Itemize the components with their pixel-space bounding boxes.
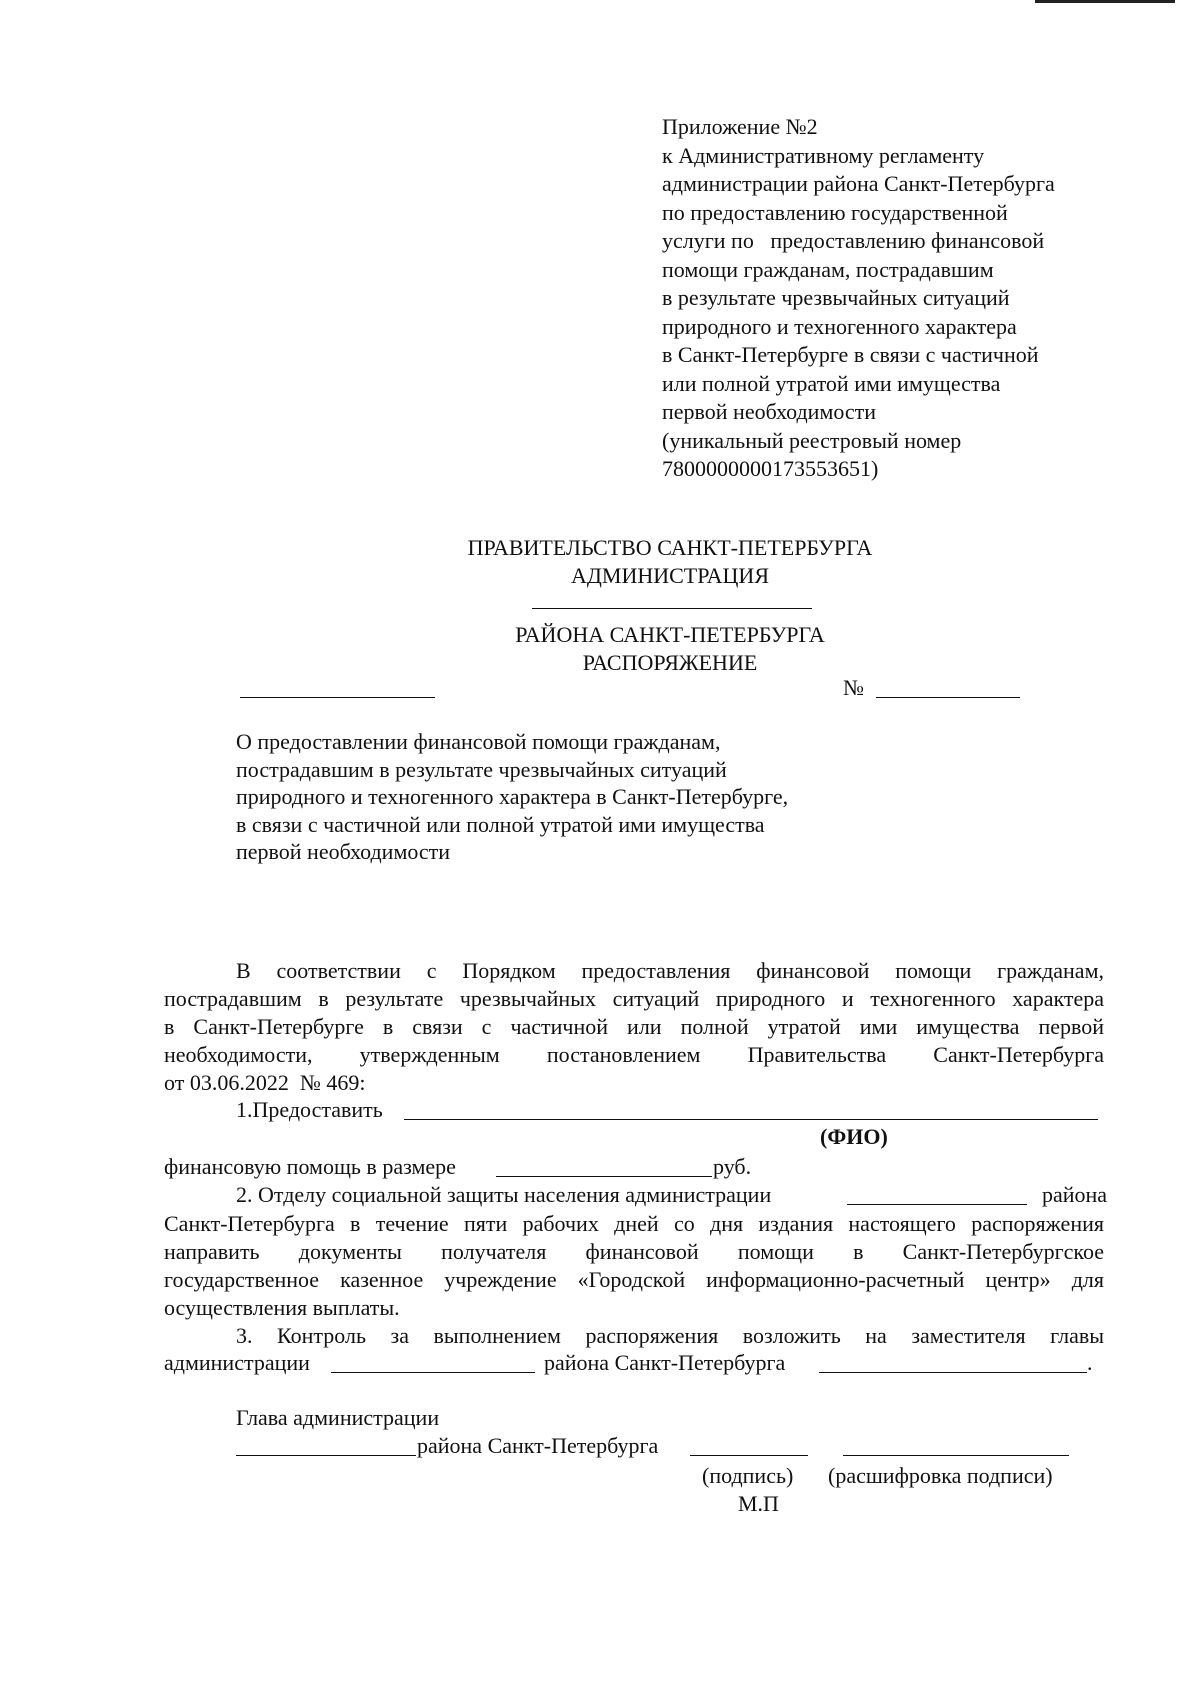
annex-line: первой необходимости [662,399,877,424]
number-label: № [843,675,864,700]
annex-line: в Санкт-Петербурге в связи с частичной [662,342,1039,367]
government-title: ПРАВИТЕЛЬСТВО САНКТ-ПЕТЕРБУРГА [467,535,873,560]
head-district-label: района Санкт-Петербурга [417,1433,659,1458]
subject-line: пострадавшим в результате чрезвычайных ситуаций [236,756,727,782]
amount-blank [496,1176,712,1177]
item3-prefix: администрации [164,1350,310,1375]
document-type-title: РАСПОРЯЖЕНИЕ [582,650,758,675]
signature-caption: (подпись) [702,1463,794,1488]
item3-end: . [1087,1350,1093,1375]
item3-line: 3. Контроль за выполнением распоряжения возложить на заместителя главы [236,1323,1104,1348]
order-subject [236,728,788,866]
item2-line: осуществления выплаты. [164,1295,400,1320]
item2-line: государственное казенное учреждение «Городской информационно-расчетный центр» для [164,1267,1104,1292]
stamp-place: М.П [738,1491,779,1516]
subject-line: О предоставлении финансовой помощи гражданам, [236,729,721,754]
annex-line: администрации района Санкт-Петербурга [662,171,1055,196]
intro-paragraph [164,957,1104,1097]
annex-block [662,113,1055,484]
amount-suffix: руб. [713,1154,752,1179]
item2-suffix: района [1042,1182,1108,1207]
intro-line: необходимости, утвержденным постановлением Правительства Санкт-Петербурга [164,1042,1104,1067]
district-title: РАЙОНА САНКТ-ПЕТЕРБУРГА [515,622,825,647]
annex-line: или полной утратой ими имущества [662,370,1001,396]
item2-line: направить документы получателя финансовой помощи в Санкт-Петербургское [164,1239,1104,1264]
annex-line: (уникальный реестровый номер [662,427,962,453]
item3-district-blank [331,1372,535,1373]
district-name-blank [532,608,812,609]
intro-line: В соответствии с Порядком предоставления финансовой помощи гражданам, [236,958,1104,983]
item2-paragraph [164,1210,1104,1322]
deputy-name-blank [819,1372,1087,1373]
annex-line: по предоставлению государственной [662,199,1008,225]
intro-line: от 03.06.2022 № 469: [164,1070,366,1095]
annex-line: Приложение №2 [662,114,818,139]
head-district-blank [236,1455,416,1456]
subject-line: в связи с частичной или полной утратой ими имущества [236,811,765,837]
subject-line: природного и техногенного характера в Санкт-Петербурге, [236,784,789,809]
annex-line: природного и техногенного характера [662,313,1017,339]
date-blank [240,697,435,698]
item2-prefix: 2. Отделу социальной защиты населения администрации [236,1182,772,1207]
department-district-blank [847,1204,1027,1205]
intro-line: в Санкт-Петербурге в связи с частичной или полной утратой ими имущества первой [164,1014,1104,1039]
subject-line: первой необходимости [236,839,451,864]
head-label: Глава администрации [236,1405,440,1430]
item3-middle: района Санкт-Петербурга [544,1350,786,1375]
signature-decoding-blank [843,1455,1069,1456]
amount-prefix: финансовую помощь в размере [164,1154,456,1179]
fio-blank [404,1119,1098,1120]
annex-line: к Административному регламенту [662,142,985,168]
item2-line: Санкт-Петербурга в течение пяти рабочих дней со дня издания настоящего распоряжения [164,1211,1104,1236]
signature-blank [690,1455,808,1456]
fio-caption: (ФИО) [820,1124,888,1149]
annex-line: 7800000000173553651) [662,456,879,481]
number-blank [876,697,1020,698]
top-edge-rule [1035,0,1175,3]
annex-line: в результате чрезвычайных ситуаций [662,285,1010,310]
item3-paragraph [164,1322,1104,1350]
annex-line: услуги по предоставлению финансовой [662,228,1045,253]
administration-title: АДМИНИСТРАЦИЯ [571,563,769,588]
item1-label: 1.Предоставить [236,1097,383,1122]
intro-line: пострадавшим в результате чрезвычайных ситуаций природного и техногенного характера [164,986,1104,1011]
annex-line: помощи гражданам, пострадавшим [662,256,994,282]
decoding-caption: (расшифровка подписи) [828,1463,1053,1488]
